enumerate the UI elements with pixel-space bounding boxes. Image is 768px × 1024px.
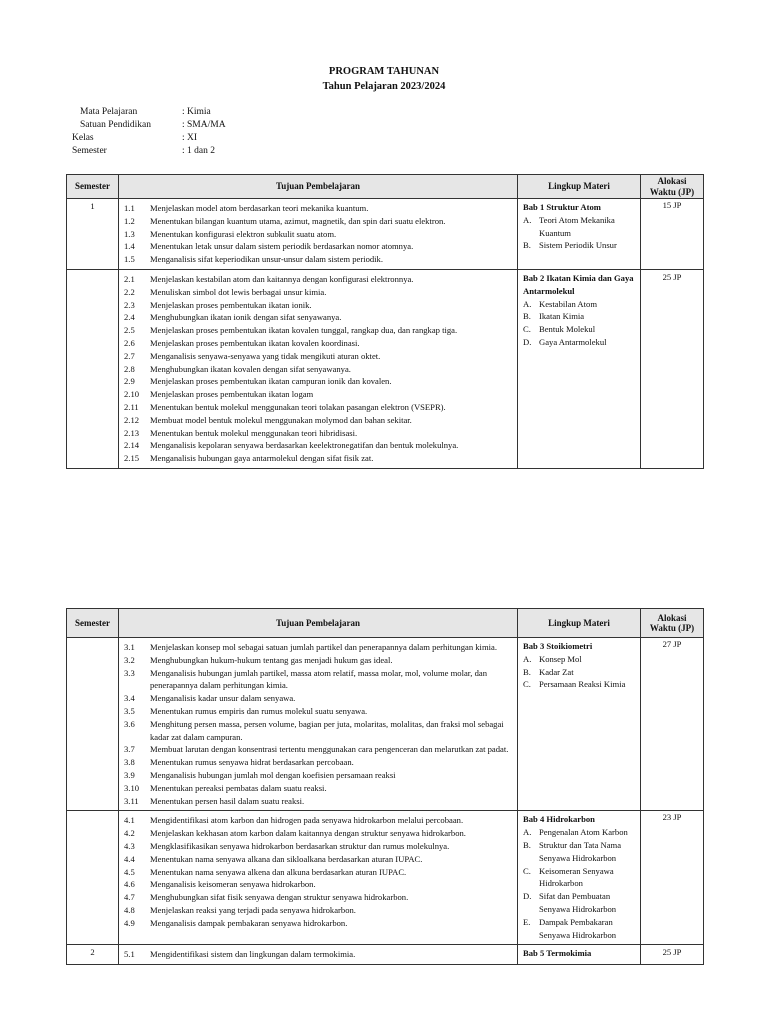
materi-item (523, 826, 636, 839)
objective-item (124, 363, 514, 376)
objective-text: Menentukan bentuk molekul menggunakan teori hibridisasi. (150, 427, 358, 438)
header-alokasi (641, 175, 704, 199)
objective-number: 3.2 (124, 654, 135, 665)
objective-text: Menentukan letak unsur dalam sistem periodik berdasarkan nomor atomnya. (150, 241, 414, 252)
objective-text: Menentukan rumus empiris dan rumus molekul suatu senyawa. (150, 705, 368, 716)
materi-text: Gaya Antarmolekul (539, 336, 607, 347)
objective-item (124, 641, 514, 654)
header-tujuan: Tujuan Pembelajaran (119, 609, 518, 638)
objective-text: Menganalisis dampak pembakaran senyawa hidrokarbon. (150, 917, 348, 928)
objective-text: Mengidentifikasi atom karbon dan hidrogen pada senyawa hidrokarbon melalui percobaan. (150, 815, 464, 826)
objective-item (124, 948, 514, 961)
objective-number: 4.9 (124, 917, 135, 928)
info-value: : Kimia (182, 107, 211, 117)
objectives-cell (119, 945, 518, 965)
objective-item (124, 299, 514, 312)
objective-text: Menuliskan simbol dot lewis berbagai unsur kimia. (150, 286, 327, 297)
objective-number: 2.9 (124, 376, 135, 387)
info-label: Mata Pelajaran (80, 107, 138, 117)
objective-item (124, 240, 514, 253)
objective-text: Membuat larutan dengan konsentrasi tertentu menggunakan cara pengenceran dan melarutkan zat padat. (150, 744, 509, 755)
objective-item (124, 375, 514, 388)
objective-number: 1.3 (124, 228, 135, 239)
materi-text: Persamaan Reaksi Kimia (539, 679, 626, 690)
info-label: Semester (72, 146, 107, 156)
materi-letter: C. (523, 865, 531, 876)
objective-item (124, 840, 514, 853)
materi-cell (518, 269, 641, 468)
allocation-cell: 27 JP (641, 638, 704, 811)
objective-list (120, 271, 516, 467)
objective-number: 2.13 (124, 427, 140, 438)
objective-text: Menentukan bentuk molekul menggunakan teori tolakan pasangan elektron (VSEPR). (150, 401, 446, 412)
objective-number: 4.6 (124, 879, 135, 890)
objective-number: 4.7 (124, 892, 135, 903)
materi-letter: B. (523, 666, 531, 677)
objective-number: 3.4 (124, 693, 135, 704)
objective-text: Menentukan nama senyawa alkana dan sikloalkana berdasarkan aturan IUPAC. (150, 853, 423, 864)
objective-number: 1.2 (124, 215, 135, 226)
objective-number: 3.3 (124, 667, 135, 678)
materi-item (523, 214, 636, 240)
materi-item (523, 298, 636, 311)
objective-number: 2.11 (124, 401, 139, 412)
objective-item (124, 228, 514, 241)
objective-number: 2.15 (124, 453, 140, 464)
materi-letter: C. (523, 324, 531, 335)
info-label: Satuan Pendidikan (80, 120, 151, 130)
objective-text: Menentukan persen hasil dalam suatu reaksi. (150, 795, 305, 806)
objective-number: 4.1 (124, 815, 135, 826)
semester-cell (67, 811, 119, 945)
objective-text: Menganalisis sifat keperiodikan unsur-unsur dalam sistem periodik. (150, 254, 384, 265)
objective-item (124, 756, 514, 769)
materi-cell (518, 811, 641, 945)
materi-item (523, 310, 636, 323)
objective-number: 2.5 (124, 325, 135, 336)
chapter-title: Bab 5 Termokimia (523, 948, 592, 959)
materi-item (523, 865, 636, 891)
objective-item (124, 795, 514, 808)
materi-text: Sifat dan Pembuatan Senyawa Hidrokarbon (539, 891, 617, 914)
info-value: : XI (182, 133, 198, 143)
objective-number: 2.2 (124, 286, 135, 297)
objectives-cell (119, 269, 518, 468)
objective-text: Mengidentifikasi sistem dan lingkungan dalam termokimia. (150, 949, 356, 960)
materi-list (523, 214, 636, 252)
objective-text: Menganalisis hubungan jumlah mol dengan koefisien persamaan reaksi (150, 769, 396, 780)
objectives-cell (119, 199, 518, 270)
table-row (67, 638, 704, 811)
objective-number: 3.11 (124, 795, 139, 806)
header-alokasi-line: Alokasi (657, 176, 687, 186)
objective-number: 2.4 (124, 312, 135, 323)
objective-number: 3.9 (124, 769, 135, 780)
objective-text: Menghubungkan sifat fisik senyawa dengan struktur senyawa hidrokarbon. (150, 892, 409, 903)
objective-text: Menentukan bilangan kuantum utama, azimut, magnetik, dan spin dari suatu elektron. (150, 215, 446, 226)
allocation-cell: 23 JP (641, 811, 704, 945)
objective-text: Menganalisis hubungan jumlah partikel, massa atom relatif, massa molar, mol, volume molar, dan penerapannya dalam perhitungan kimia. (150, 667, 488, 691)
info-label: Kelas (72, 133, 94, 143)
objective-text: Menentukan nama senyawa alkena dan alkuna berdasarkan aturan IUPAC. (150, 866, 407, 877)
objective-number: 2.10 (124, 389, 140, 400)
materi-list (523, 298, 636, 349)
chapter-title: Bab 3 Stoikiometri (523, 641, 593, 651)
materi-item (523, 839, 636, 865)
objective-item (124, 667, 514, 693)
objective-number: 1.5 (124, 254, 135, 265)
materi-letter: A. (523, 214, 532, 225)
objective-number: 2.1 (124, 273, 135, 284)
materi-item (523, 336, 636, 349)
objective-text: Menentukan pereaksi pembatas dalam suatu reaksi. (150, 782, 327, 793)
semester-cell: 2 (67, 945, 119, 965)
objective-text: Menganalisis keisomeran senyawa hidrokarbon. (150, 879, 316, 890)
objective-number: 3.8 (124, 757, 135, 768)
materi-text: Struktur dan Tata Nama Senyawa Hidrokarbon (539, 839, 622, 863)
objective-text: Menjelaskan model atom berdasarkan teori mekanika kuantum. (150, 203, 369, 213)
materi-letter: B. (523, 311, 531, 322)
document-info (72, 106, 372, 158)
table-row (67, 269, 704, 468)
program-table-1 (66, 174, 704, 469)
materi-letter: C. (523, 679, 531, 690)
materi-text: Kestabilan Atom (539, 298, 597, 309)
table-row (67, 199, 704, 270)
objective-number: 4.2 (124, 828, 135, 839)
header-semester: Semester (67, 175, 119, 199)
objective-text: Menjelaskan proses pembentukan ikatan kovalen tunggal, rangkap dua, dan rangkap tiga. (150, 325, 458, 336)
objective-item (124, 439, 514, 452)
objective-item (124, 414, 514, 427)
materi-text: Keisomeran Senyawa Hidrokarbon (539, 865, 614, 889)
objective-number: 2.14 (124, 440, 140, 451)
chapter-title: Bab 2 Ikatan Kimia dan Gaya Antarmolekul (523, 272, 634, 296)
materi-list (523, 826, 636, 941)
objective-item (124, 782, 514, 795)
materi-letter: B. (523, 839, 531, 850)
objective-number: 3.6 (124, 718, 135, 729)
objective-item (124, 743, 514, 756)
materi-item (523, 890, 636, 916)
objective-number: 2.6 (124, 337, 135, 348)
objective-number: 5.1 (124, 949, 135, 960)
objective-number: 4.5 (124, 866, 135, 877)
objective-number: 1.1 (124, 203, 135, 213)
objective-list (120, 812, 516, 931)
allocation-cell: 25 JP (641, 269, 704, 468)
objective-text: Menjelaskan proses pembentukan ikatan ionik. (150, 299, 312, 310)
objective-item (124, 253, 514, 266)
chapter-title: Bab 4 Hidrokarbon (523, 814, 595, 825)
document-title: PROGRAM TAHUNAN (328, 66, 440, 77)
semester-cell (67, 269, 119, 468)
objective-item (124, 388, 514, 401)
objective-item (124, 827, 514, 840)
objective-item (124, 853, 514, 866)
objective-number: 4.4 (124, 853, 135, 864)
objective-item (124, 654, 514, 667)
materi-item (523, 653, 636, 666)
objective-item (124, 286, 514, 299)
materi-cell (518, 945, 641, 965)
materi-text: Dampak Pembakaran Senyawa Hidrokarbon (539, 916, 617, 940)
objective-item (124, 202, 514, 215)
objective-item (124, 692, 514, 705)
materi-letter: A. (523, 298, 532, 309)
materi-content (519, 271, 639, 351)
objective-text: Menganalisis senyawa-senyawa yang tidak mengikuti aturan oktet. (150, 350, 381, 361)
materi-cell (518, 638, 641, 811)
materi-item (523, 239, 636, 252)
objective-item (124, 215, 514, 228)
materi-letter: D. (523, 891, 532, 902)
materi-item (523, 666, 636, 679)
materi-text: Kadar Zat (539, 666, 574, 677)
objective-item (124, 866, 514, 879)
objective-list (120, 639, 516, 809)
info-value: : 1 dan 2 (182, 146, 215, 156)
header-tujuan: Tujuan Pembelajaran (119, 175, 518, 199)
header-lingkup: Lingkup Materi (518, 609, 641, 638)
materi-item (523, 323, 636, 336)
semester-cell (67, 638, 119, 811)
objective-text: Menentukan rumus senyawa hidrat berdasarkan percobaan. (150, 757, 354, 768)
header-alokasi-line: Waktu (JP) (649, 623, 695, 633)
materi-cell (518, 199, 641, 270)
objective-number: 2.7 (124, 350, 135, 361)
objective-item (124, 917, 514, 930)
table-row (67, 811, 704, 945)
chapter-title: Bab 1 Struktur Atom (523, 202, 601, 212)
objective-item (124, 427, 514, 440)
objective-number: 3.7 (124, 744, 135, 755)
semester-cell: 1 (67, 199, 119, 270)
objective-number: 2.8 (124, 363, 135, 374)
objective-item (124, 273, 514, 286)
objectives-cell (119, 638, 518, 811)
objective-item (124, 401, 514, 414)
allocation-cell: 25 JP (641, 945, 704, 965)
objective-text: Menghitung persen massa, persen volume, bagian per juta, molaritas, molalitas, dan fraksi mol sebagai kadar zat dalam campuran. (150, 718, 504, 742)
objective-text: Menjelaskan kekhasan atom karbon dalam kaitannya dengan struktur senyawa hidrokarbon. (150, 828, 466, 839)
objective-number: 4.8 (124, 904, 135, 915)
objective-item (124, 904, 514, 917)
objective-text: Menghubungkan hukum-hukum tentang gas menjadi hukum gas ideal. (150, 654, 393, 665)
objective-item (124, 891, 514, 904)
objective-item (124, 324, 514, 337)
objective-item (124, 769, 514, 782)
objective-text: Membuat model bentuk molekul menggunakan molymod dan bahan sekitar. (150, 414, 412, 425)
header-lingkup: Lingkup Materi (518, 175, 641, 199)
objective-list (120, 200, 516, 268)
materi-content (519, 639, 639, 693)
materi-letter: D. (523, 336, 532, 347)
objective-list (120, 946, 516, 963)
materi-content (519, 946, 639, 962)
objective-item (124, 350, 514, 363)
document-subtitle: Tahun Pelajaran 2023/2024 (322, 81, 446, 92)
materi-text: Bentuk Molekul (539, 324, 596, 335)
objective-item (124, 337, 514, 350)
objective-number: 4.3 (124, 840, 135, 851)
objective-text: Menghubungkan ikatan ionik dengan sifat senyawanya. (150, 312, 342, 323)
materi-text: Teori Atom Mekanika Kuantum (539, 214, 615, 238)
objective-number: 1.4 (124, 241, 135, 252)
objective-text: Menganalisis kepolaran senyawa berdasarkan keelektronegatifan dan bentuk molekulnya. (150, 440, 459, 451)
materi-letter: A. (523, 653, 532, 664)
allocation-cell: 15 JP (641, 199, 704, 270)
materi-content (519, 200, 639, 254)
materi-letter: B. (523, 240, 531, 251)
objective-item (124, 311, 514, 324)
materi-text: Ikatan Kimia (539, 311, 585, 322)
objective-text: Menjelaskan proses pembentukan ikatan kovalen koordinasi. (150, 337, 360, 348)
objective-item (124, 718, 514, 744)
materi-list (523, 653, 636, 691)
objective-text: Menentukan konfigurasi elektron subkulit suatu atom. (150, 228, 337, 239)
materi-item (523, 916, 636, 942)
materi-content (519, 812, 639, 943)
objective-text: Menjelaskan reaksi yang terjadi pada senyawa hidrokarbon. (150, 904, 356, 915)
objectives-cell (119, 811, 518, 945)
materi-letter: E. (523, 916, 531, 927)
objective-number: 2.3 (124, 299, 135, 310)
objective-text: Menganalisis hubungan gaya antarmolekul dengan sifat fisik zat. (150, 453, 374, 464)
header-alokasi (641, 609, 704, 638)
materi-text: Pengenalan Atom Karbon (539, 827, 628, 838)
materi-item (523, 678, 636, 691)
objective-text: Menjelaskan kestabilan atom dan kaitannya dengan konfigurasi elektronnya. (150, 273, 414, 284)
objective-text: Menjelaskan proses pembentukan ikatan campuran ionik dan kovalen. (150, 376, 392, 387)
header-semester: Semester (67, 609, 119, 638)
objective-text: Mengklasifikasikan senyawa hidrokarbon berdasarkan struktur dan rumus molekulnya. (150, 840, 450, 851)
materi-letter: A. (523, 827, 532, 838)
table-row (67, 945, 704, 965)
objective-number: 3.1 (124, 642, 135, 652)
objective-item (124, 705, 514, 718)
objective-text: Menghubungkan ikatan kovalen dengan sifat senyawanya. (150, 363, 351, 374)
objective-text: Menganalisis kadar unsur dalam senyawa. (150, 693, 296, 704)
objective-number: 3.5 (124, 705, 135, 716)
materi-text: Konsep Mol (539, 653, 582, 664)
objective-item (124, 814, 514, 827)
materi-text: Sistem Periodik Unsur (539, 240, 617, 251)
objective-number: 3.10 (124, 782, 140, 793)
objective-number: 2.12 (124, 414, 140, 425)
objective-item (124, 878, 514, 891)
info-value: : SMA/MA (182, 120, 226, 130)
objective-text: Menjelaskan proses pembentukan ikatan logam (150, 389, 314, 400)
objective-item (124, 452, 514, 465)
header-alokasi-line: Waktu (JP) (649, 186, 695, 197)
program-table-2 (66, 608, 704, 965)
header-alokasi-line: Alokasi (657, 612, 687, 623)
objective-text: Menjelaskan konsep mol sebagai satuan jumlah partikel dan penerapannya dalam perhitungan kimia. (150, 642, 497, 652)
